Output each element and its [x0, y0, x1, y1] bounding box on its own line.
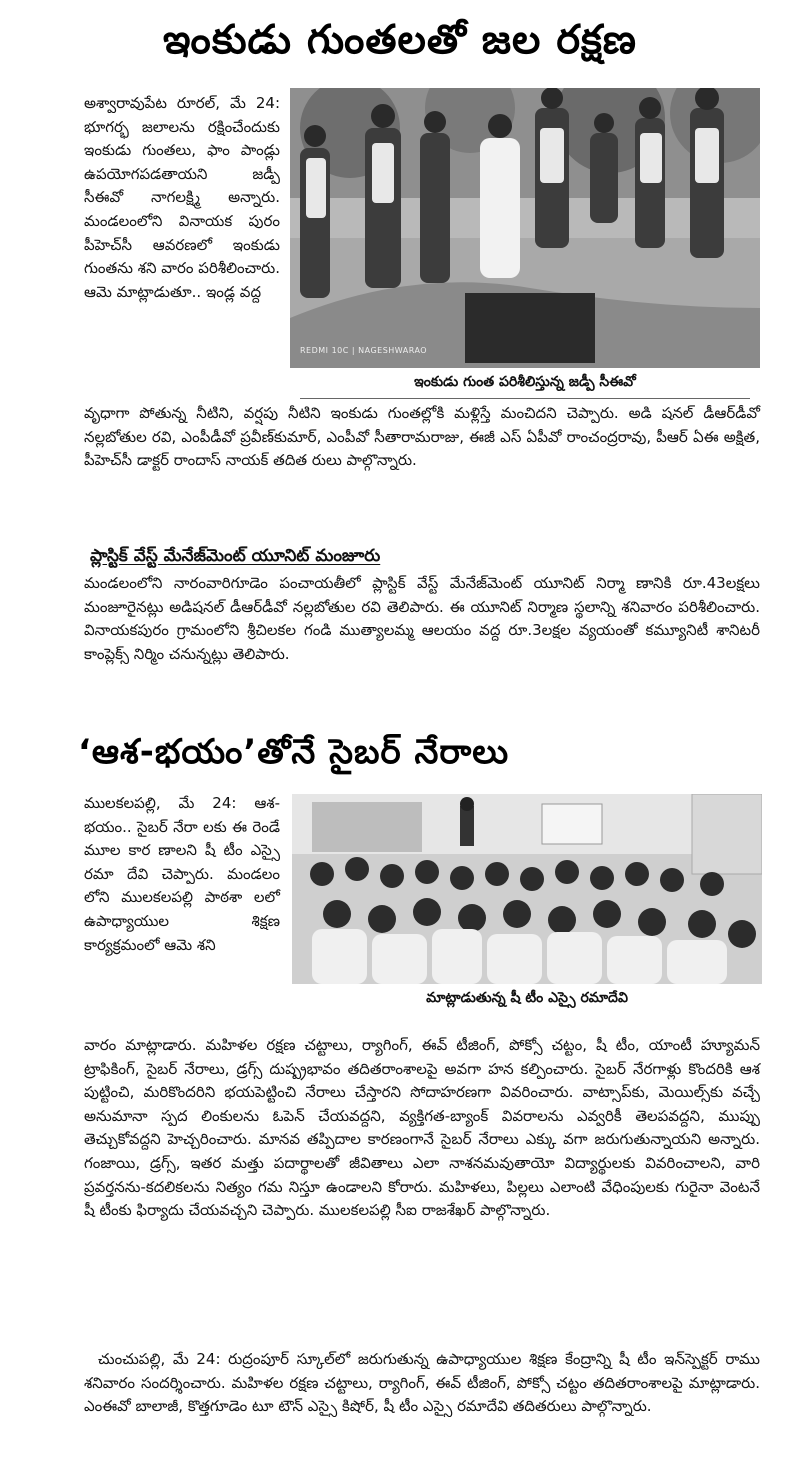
- article1-continuation-paragraph: వృధాగా పోతున్న నీటిని, వర్షపు నీటిని ఇంకుడు గుంతల్లోకి మళ్లిస్తే మంచిదని చెప్పారు. అడి షనల్ డీఆర్‌డీవో నల్లబోతుల రవి, ఎంపీడీవో ప్రవీణ్‌కుమార్, ఎంపీవో సీతారామరాజు, ఈజీ ఎస్ ఏపీవో రాంచంద్రరావు, పీఆర్ ఏఈ అక్షిత, పీహెచ్‌సీ డాక్టర్ రాందాస్ నాయక్ తదిత రులు పాల్గొన్నారు.: [84, 404, 760, 470]
- article2-body-paragraph: మండలంలోని నారంవారిగూడెం పంచాయతీలో ప్లాస్టిక్ వేస్ట్ మేనేజ్‌మెంట్ యూనిట్ నిర్మా ణానికి రూ.43లక్షలు మంజూరైనట్లు అడిషనల్ డీఆర్‌డీవో నల్లబోతుల రవి తెలిపారు. ఈ యూనిట్ నిర్మాణ స్థలాన్ని శనివారం పరిశీలించారు. వినాయకపురం గ్రామంలోని శ్రీచిలకల గండి ముత్యాలమ్మ ఆలయం వద్ద రూ.3లక్షల వ్యయంతో కమ్యూనిటీ శానిటరీ కాంప్లెక్స్ నిర్మిం చనున్నట్లు తెలిపారు.: [84, 574, 760, 663]
- photo-caption-si: మాట్లాడుతున్న షీ టీం ఎస్సై రమాదేవి: [292, 986, 762, 1010]
- article3-second-report-paragraph: చుంచుపల్లి, మే 24: రుద్రంపూర్ స్కూల్‌లో జరుగుతున్న ఉపాధ్యాయుల శిక్షణ కేంద్రాన్ని షీ టీం ఇన్‌స్పెక్టర్ రాము శనివారం సందర్శించారు. మహిళల రక్షణ చట్టాలు, ర్యాగింగ్, ఈవ్ టీజింగ్, పోక్సో చట్టం తదితరాంశాలపై మాట్లాడారు. ఎంఈవో బాలాజీ, కొత్తగూడెం టూ టౌన్ ఎస్సై కిషోర్, షీ టీం ఎస్సై రమాదేవి తదితరులు పాల్గొన్నారు.: [84, 1350, 760, 1416]
- article1-lead-paragraph: అశ్వారావుపేట రూరల్, మే 24: భూగర్భ జలాలను రక్షించేందుకు ఇంకుడు గుంతలు, ఫాం పాండ్లు ఉపయోగపడతాయని జడ్పీ సీఈవో నాగలక్ష్మి అన్నారు. మండలంలోని వినాయక పురం పీహెచ్‌సీ ఆవరణలో ఇంకుడు గుంతను శని వారం పరిశీలించారు. ఆమె మాట్లాడుతూ.. ఇండ్ల వద్ద: [84, 94, 280, 301]
- photo-she-team-session: [292, 794, 762, 984]
- article3-continuation-paragraph: వారం మాట్లాడారు. మహిళల రక్షణ చట్టాలు, ర్యాగింగ్, ఈవ్ టీజింగ్, పోక్సో చట్టం, షీ టీం, యాంటీ హ్యూమన్ ట్రాఫికింగ్, సైబర్ నేరాలు, డ్రగ్స్ దుష్ప్రభావం తదితరాంశాలపై అవగా హన కల్పించారు. సైబర్ నేరగాళ్లు కొందరికి ఆశ పుట్టించి, మరికొందరిని భయపెట్టించి నేరాలు చేస్తారని సోదాహరణగా వివరించారు. వాట్సాప్‌కు, మెయిల్స్‌కు వచ్చే అనుమానా స్పద లింకులను ఓపెన్ చేయవద్దని, వ్యక్తిగత-బ్యాంక్ వివరాలను ఎవ్వరికీ తెలపవద్దని, ముప్పు తెచ్చుకోవద్దని హెచ్చరించారు. మానవ తప్పిదాల కారణంగానే సైబర్ నేరాలు ఎక్కు వగా జరుగుతున్నాయని అన్నారు. గంజాయి, డ్రగ్స్, ఇతర మత్తు పదార్థాలతో జీవితాలు ఎలా నాశనమవుతాయో విద్యార్థులకు వివరించాలని, వారి ప్రవర్తనను-కదలికలను నిత్యం గమ నిస్తూ ఉండాలని కోరారు. మహిళలు, పిల్లలు ఎలాంటి వేధింపులకు గురైనా వెంటనే షీ టీంకు ఫిర్యాదు చేయవచ్చని చెప్పారు. ములకలపల్లి సీఐ రాజశేఖర్ పాల్గొన్నారు.: [84, 1036, 760, 1220]
- subheading-plastic-waste-unit: ప్లాస్టిక్ వేస్ట్ మేనేజ్‌మెంట్ యూనిట్ మంజూరు: [90, 546, 381, 566]
- article3-lead-paragraph: ములకలపల్లి, మే 24: ఆశ-భయం.. సైబర్ నేరా లకు ఈ రెండే మూల కార ణాలని షీ టీం ఎస్సై రమా దేవి చెప్పారు. మండలం లోని ములకలపల్లి పాఠశా లలో ఉపాధ్యాయుల శిక్షణ కార్యక్రమంలో ఆమె శని: [84, 794, 280, 954]
- photo-caption-ceo: ఇంకుడు గుంత పరిశీలిస్తున్న జడ్పీ సీఈవో: [290, 370, 760, 394]
- headline-water-conservation: ఇంకుడు గుంతలతో జల రక్షణ: [163, 17, 637, 63]
- headline-cyber-crimes: ‘ఆశ-భయం’తోనే సైబర్ నేరాలు: [78, 732, 510, 772]
- caption-divider: [300, 398, 750, 399]
- photo-camera-stamp: REDMI 10C | NAGESHWARAO: [300, 346, 428, 355]
- photo-officials-inspecting-pit: [290, 88, 760, 368]
